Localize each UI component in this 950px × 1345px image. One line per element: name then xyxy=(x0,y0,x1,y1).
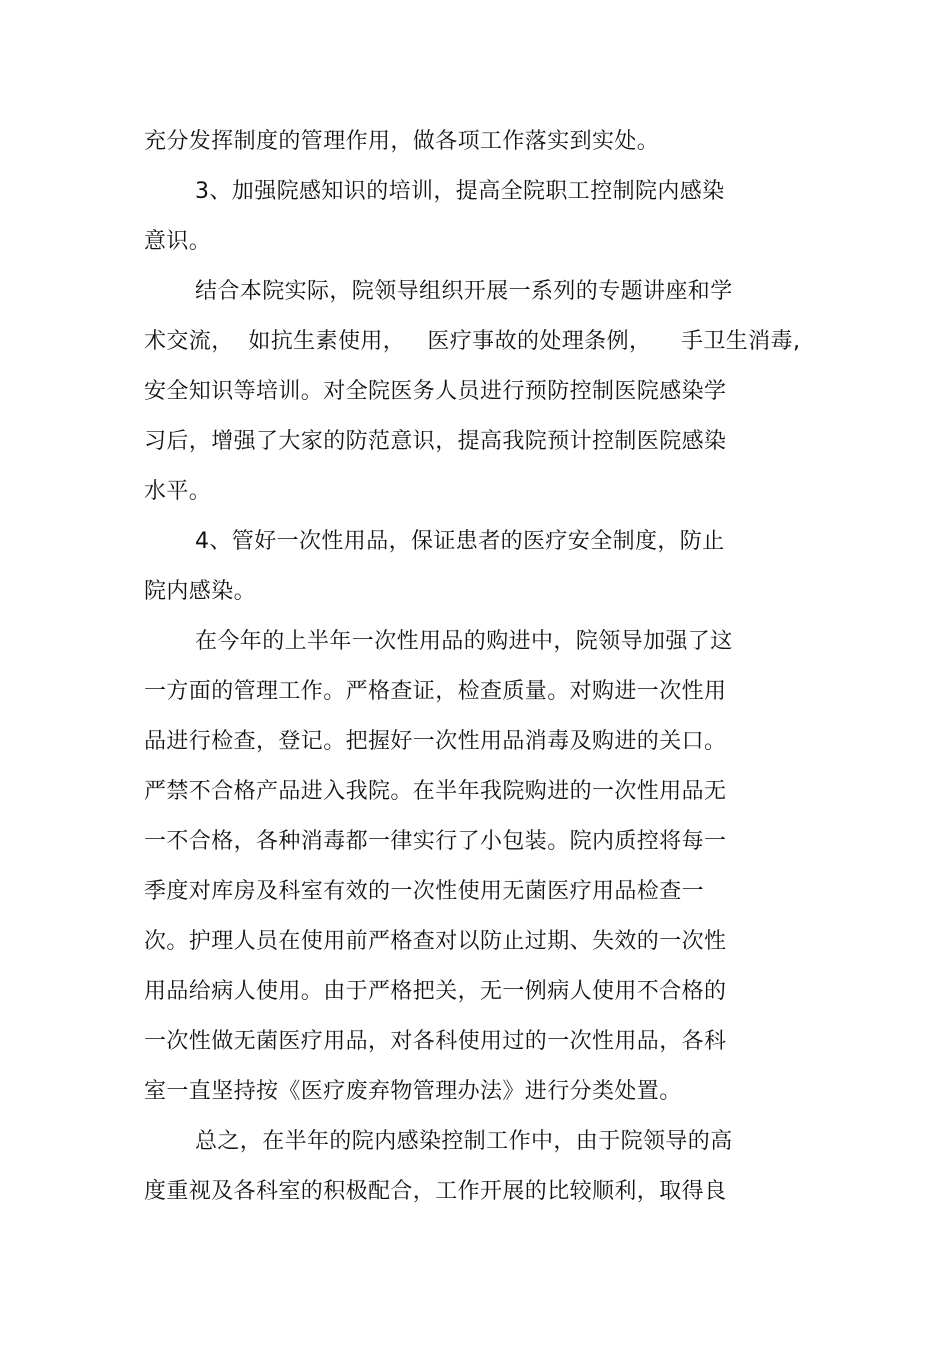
paragraph-start: 结合本院实际，院领导组织开展一系列的专题讲座和学 xyxy=(195,279,733,304)
text-line: 一次性做无菌医疗用品，对各科使用过的一次性用品，各科 xyxy=(144,1029,727,1054)
text-line: 度重视及各科室的积极配合，工作开展的比较顺利，取得良 xyxy=(144,1179,727,1204)
text-line: 水平。 xyxy=(144,479,212,504)
text-line: 室一直坚持按《医疗废弃物管理办法》进行分类处置。 xyxy=(144,1079,682,1104)
text-line: 一不合格，各种消毒都一律实行了小包装。院内质控将每一 xyxy=(144,829,727,854)
text-line: 用品给病人使用。由于严格把关，无一例病人使用不合格的 xyxy=(144,979,727,1004)
paragraph-start: 在今年的上半年一次性用品的购进中，院领导加强了这 xyxy=(195,629,733,654)
paragraph-start: 总之，在半年的院内感染控制工作中，由于院领导的高 xyxy=(195,1129,733,1154)
text-line: 安全知识等培训。对全院医务人员进行预防控制医院感染学 xyxy=(144,379,727,404)
section-heading: 3、加强院感知识的培训，提高全院职工控制院内感染 xyxy=(195,179,725,204)
text-line: 品进行检查，登记。把握好一次性用品消毒及购进的关口。 xyxy=(144,729,727,754)
text-line: 充分发挥制度的管理作用，做各项工作落实到实处。 xyxy=(144,129,660,154)
text-line: 季度对库房及科室有效的一次性使用无菌医疗用品检查一 xyxy=(144,879,705,904)
text-line: 院内感染。 xyxy=(144,579,257,604)
text-line: 习后，增强了大家的防范意识，提高我院预计控制医院感染 xyxy=(144,429,727,454)
text-line: 术交流， 如抗生素使用， 医疗事故的处理条例， 手卫生消毒, xyxy=(144,329,801,354)
text-line: 次。护理人员在使用前严格查对以防止过期、失效的一次性 xyxy=(144,929,727,954)
text-line: 严禁不合格产品进入我院。在半年我院购进的一次性用品无 xyxy=(144,779,727,804)
text-line: 一方面的管理工作。严格查证，检查质量。对购进一次性用 xyxy=(144,679,727,704)
section-heading: 4、管好一次性用品，保证患者的医疗安全制度，防止 xyxy=(195,529,725,554)
text-line: 意识。 xyxy=(144,229,212,254)
